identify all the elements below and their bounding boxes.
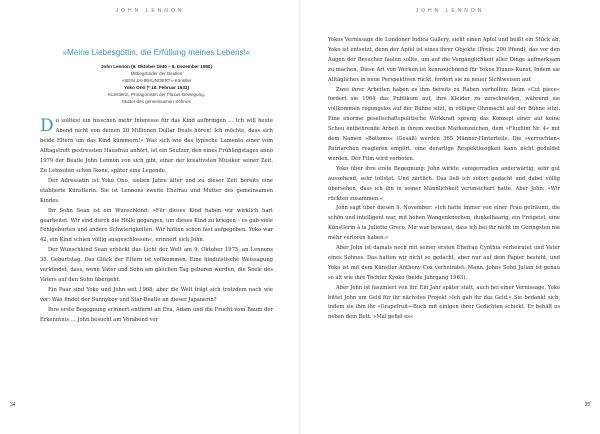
paragraph: Der Adressatin ist Yoko Ono, sieben Jahre älter und zu dieser Zeit bereits eine etablierte Künstlerin. Sie ist Lennons zweite Ehefrau und Mutter des gemeinsamen Kindes.: [40, 177, 273, 204]
paragraph: Aber John ist fasziniert von ihr. Ein Jahr später statt, auch bei einer Vernissage. Yoko bittet John um Geld für ihr nächstes Projekt »Ich gab ihr das Geld.« Sie bedankt sich, indem sie ihm ihr »Grapefruit«-Buch mit einigen ihrer Gedichten schickt. Er behält es neben dem Bett. »Mal gefiel es«: [328, 284, 560, 321]
chapter-title: »Meine Liebesgöttin, die Erfüllung meines Lebens!«: [62, 48, 251, 57]
credit-line: John Lennon (9. Oktober 1940 – 8. Dezember 1980): [100, 64, 213, 69]
credit-line: Mutter des gemeinsamen Sohnes: [122, 98, 191, 104]
paragraph: Yoko über ihre erste Begegnung: John wirkte »unigerradlen anderwärtig, sehr gut aussehend, sehr tollstet. Und zärtlich. Das ließ ich sofort gedacht und dabei völlig übersehen, dass ich ihn in seiner Männlichkeit verunsichert hatte. Aber John: »Wir rückten zusammen.«: [328, 165, 560, 202]
running-head: JOHN LENNON: [115, 8, 185, 14]
right-page: [300, 0, 600, 434]
paragraph: u solltest ein bisschen mehr Interesse für das Kind aufbringen … Ich will heute Abend nicht von deinen 20 Millionen Dollar Deals hören! Ich möchte, dass sich beide Eltern um das Kind kümmern!« Was sich wie das typische Lamento einer vom Alltagstrott gestressten Hausfrau anhört, ist ein Seufzer, den eines Frühlingstages anno 1979 der Beatle John Lennon von sich gibt, einer der kreativsten Musiker seiner Zeit. Zu Lebzeiten schon Ikone, später eine Legende.: [40, 118, 273, 174]
paragraph: Ihre erste Begegnung erinnert entfernt an Eva, Adam und die Frucht vom Baum der Erkenntnis … John besucht am Vorabend vor: [40, 306, 273, 323]
paragraph: Ihr Sohn Sean ist ein Wunschkind: »Für dieses Kind haben wir wirklich hart gearbeitet. Wir sind durch die Hölle gegangen, um dieses Kind zu kriegen – es gab viele Fehlgeburten und andere Schwierigkeiten. Wir hatten schon fast aufgegeben. Yoko war 42, ein Kind schien völlig ausgeschlossen«, erinnert sich John.: [40, 207, 273, 244]
credit-line: »SEIN JAHRHUNDERT«-Künstler: [121, 77, 192, 83]
credit-line: Mitbegründer der Beatles: [130, 70, 183, 76]
paragraph: Ein Paar sind Yoko und John seit 1968, aber die Welt trägt sich trotzdem nach wie vor: Was findet der Sunnyboy und Star-Beatle an dieser Japanerin?: [40, 286, 273, 303]
right-paragraphs: [328, 36, 560, 323]
left-paragraphs: [40, 117, 273, 325]
page-number: 35: [584, 402, 590, 408]
body-text: [40, 117, 273, 325]
page-number: 34: [10, 402, 16, 408]
body-text: [328, 36, 560, 323]
credit-line: Künstlerin, Protagonistin der Fluxus-Bewegung,: [107, 91, 206, 97]
paragraph: John sagt über diesen 9. November: »Ich hatte immer von einer Frau geträumt, die schön und intelligent war, mit hohen Wangenknochen, dunkelhaarig, ein Freigeist, eine Künstlerin à la Juliette Greco. Mir war bewusst, dass ich bei ihr nicht im Geringsten nie mehr verloren haben.«: [328, 205, 560, 242]
paragraph: Aber John ist damals noch mit seiner ersten Ehefrau Cynthia verheiratet und Vater eines Sohnes. Das hatten wir nicht so gedacht, aber nur auf dem Papier besteht, und Yoko ist mit dem Künstler Anthony Cox verheiratet. Mann. Johns Sohn Julian ist genau so alt wie ihre Tochter Kyoko (beide Jahrgang 1963).: [328, 245, 560, 281]
running-head: JOHN LENNON: [415, 8, 485, 14]
paragraph: Zwei ihrer Arbeiten haben es ihm bereits zu Raben verholfen: Beim »Cut piece« fordert sie 1964 das Publikum auf, ihre Kleider zu zerschneiden, während sie vollkommen regungslos auf der Bühne sitzt, in völliger Ohnmacht auf der Bühne sitzt. Eine enorme gesellschaftspolitische Wirkkraft spreng das Konzept einer auf keine Scheu entbehrende Arbeit in ihrem zweiten Markenzeichen, dem »Fluxfilm Nr. 4« mit dem Namen »Bottoms« (Gesäß) werden 365 Männer-Hinterteile. Die »verruchten« Patriarchen reagieren empört, eine derartige Respektlosigkeit kann nicht geduldet werden. Der Film wird verboten.: [328, 86, 560, 162]
paragraph: Der Wunschkind Sean erblickt das Licht der Welt am 9. Oktober 1975, an Lennons 35. Geburtstag. Das Glück der Eltern ist vollkommen. Eine hinduistische Weissagung verkündet, dass, wenn Vater und Sohn am gleichen Tag geboren werden, die Seele des Vaters auf den Sohn übergeht.: [40, 247, 273, 283]
credit-line: Yoko Ono (* 18. Februar 1933): [123, 84, 189, 90]
drop-cap: D: [40, 116, 54, 137]
paragraph: Yokos Vernissage die Londoner Indica Gallery, sieht einen Apfel und beißt ein Stück ab. Yoko ist entsetzt, denn der Apfel ist eines ihrer Objekte (Preis: 200 Pfund), das vor den Augen der Besucher faulen sollte, um auf die Vergänglichkeit aller Dinge aufmerksam zu machen. Diese Art von Werken ist kennzeichnend für Yokos Fluxus-Kunst. Indem sie Alltägliches in neue Perspektiven rückt, fordert sie zu neuer Sichtweisen auf.: [328, 37, 560, 83]
chapter-credits: [40, 64, 273, 105]
